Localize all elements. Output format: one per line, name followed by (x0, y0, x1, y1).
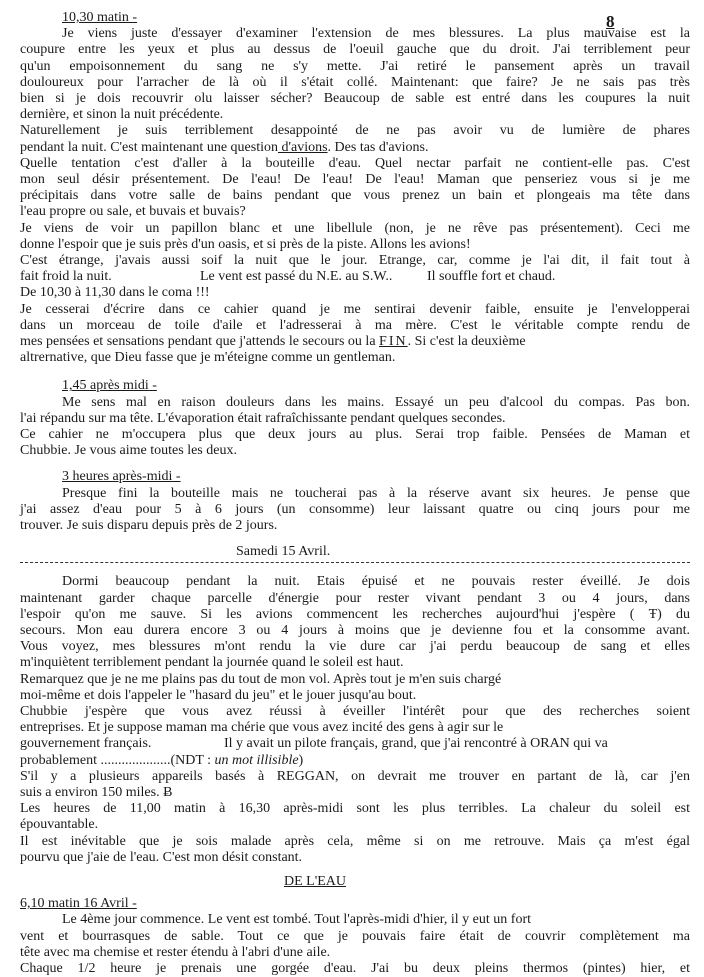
text-line: Chaque 1/2 heure je prenais une gorgée d'eau. J'ai bu deux pleins thermos (pintes) hier, et (20, 961, 690, 976)
text-line: l'eau propre ou sale, et buvais et buvais? (20, 204, 246, 220)
time-heading: 10,30 matin - (62, 10, 138, 25)
text-line: m'inquiètent terriblement pendant la journée quand le soleil est haut. (20, 655, 404, 671)
text-line: suis a environ 150 miles. Ƀ (20, 785, 173, 800)
text-line: Ce cahier ne m'occupera plus que deux jours au plus. Serai trop faible. Pensées de Maman et (20, 427, 690, 442)
centered-heading: DE L'EAU (284, 874, 347, 889)
text-line: entreprises. Et je suppose maman ma chérie que vous avez incité des gens à agir sur le (20, 720, 504, 736)
text-line: donne l'espoir que je suis près d'un oasis, et si près de la piste. Allons les avions! (20, 236, 471, 252)
text-line: gouvernement français. Il y avait un pilote français, grand, que j'ai rencontré à ORAN qui va (20, 736, 608, 752)
text-line: Presque fini la bouteille mais ne toucherai pas à la réserve avant six heures. Je pense que (62, 485, 690, 501)
text-line: coupure entre les yeux et plus au dessus de l'oeuil gauche que du droit. J'ai terriblement peur (20, 42, 690, 58)
text-line: Remarquez que je ne me plains pas du tout de mon vol. Après tout je m'en suis chargé (20, 671, 502, 687)
text-line: Les heures de 11,00 matin à 16,30 après-midi sont les plus terribles. La chaleur du soleil est (20, 801, 690, 817)
text-line: pourvu que j'aie de l'eau. C'est mon désit constant. (20, 849, 303, 865)
time-heading: 3 heures après-midi - (62, 469, 181, 485)
text-line: Quelle tentation c'est d'aller à la bouteille d'eau. Quel nectar parfait ne contient-elle pas. C'est (20, 155, 690, 171)
text-line: précipitais dans votre salle de bains pendant que vous prenez un bain et plongeais ma tête dans (20, 188, 690, 204)
text-line: probablement ....................(NDT : un mot illisible) (20, 752, 304, 768)
text-line: Chubbie. Je vous aime toutes les deux. (20, 443, 237, 459)
text-line: secours. Mon eau durera encore 3 ou 4 jours à moins que je devienne fou et la consomme avant. (20, 623, 690, 638)
text-line: C'est étrange, j'avais aussi soif la nuit que le jour. Etrange, car, comme je l'ai dit, il fait tout à (20, 253, 690, 268)
text-line: Je viens de voir un papillon blanc et une libellule (non, je ne rêve pas présentement). Ceci me (20, 220, 690, 236)
text-line: Dormi beaucoup pendant la nuit. Etais épuisé et ne pouvais rester éveillé. Je dois (62, 574, 690, 590)
text-line: Me sens mal en raison douleurs dans les mains. Essayé un peu d'alcool du compas. Pas bon. (62, 394, 690, 410)
text-line: mon seul désir présentement. De l'eau! De l'eau! De l'eau! Maman que penseriez vous si je me (20, 172, 690, 187)
text-line: bien si je dois recouvrir olu laisser sécher? Beaucoup de sable est entré dans les coupures la nuit (20, 91, 690, 106)
text-line: Je cesserai d'écrire dans ce cahier quand je me sentirai devenir faible, ensuite je l'envelopperai (20, 301, 690, 317)
text-line: maintenant garder chaque parcelle d'énergie pour rester vivant pendant 3 ou 4 jours, dans (20, 590, 690, 606)
text-line: moi-même et dois l'appeler le "hasard du jeu" et le jouer jusqu'au bout. (20, 687, 417, 703)
text-line: S'il y a plusieurs appareils basés à REGGAN, on devrait me trouver en partant de là, car j'en (20, 768, 690, 784)
text-line: De 10,30 à 11,30 dans le coma !!! (20, 285, 210, 301)
page-number: 8 (606, 12, 615, 31)
text-line: épouvantable. (20, 817, 99, 833)
text-line: Il est inévitable que je sois malade après cela, même si on me retrouve. Mais ça m'est égal (20, 833, 690, 849)
text-line: mes pensées et sensations pendant que j'attends le secours ou la FIN. Si c'est la deuxième (20, 334, 526, 349)
text-line: qu'un empoisonnement du sang ne s'y mette. J'ai retiré le pansement après un travail (20, 58, 690, 74)
text-line: l'ai répandu sur ma tête. L'évaporation était rafraîchissante pendant quelques secondes. (20, 410, 506, 426)
time-heading: 1,45 après midi - (62, 378, 157, 394)
text-line: fait froid la nuit. Le vent est passé du N.E. au S.W.. Il souffle fort et chaud. (20, 269, 556, 285)
date-heading: Samedi 15 Avril. (236, 544, 331, 560)
text-line: dernière, et sinon la nuit précédente. (20, 107, 224, 123)
text-line: Naturellement je suis terriblement desappointé de ne pas avoir vu de lumière de phares (20, 123, 690, 139)
text-line: altrernative, que Dieu fasse que je m'éteigne comme un gentleman. (20, 350, 396, 366)
text-line: dans un morceau de toile d'aile et l'adresserai à ma mère. C'est le véritable compte rendu de (20, 317, 690, 333)
text-line: l'espoir qu'on me sauve. Si les avions commencent les recherches aujourd'hui j'espère ( Ŧ) du (20, 606, 690, 622)
text-line: j'ai assez d'eau pour 5 à 6 jours (un consomme) leur laissant quatre ou cinq jours pour me (20, 501, 690, 517)
text-line: tête avec ma chemise et rester étendu à l'abri d'une aile. (20, 944, 331, 960)
text-line: pendant la nuit. C'est maintenant une question d'avions. Des tas d'avions. (20, 139, 429, 155)
text-line: trouver. Je suis disparu depuis près de 2 jours. (20, 518, 278, 533)
time-heading: 6,10 matin 16 Avril - (20, 896, 137, 912)
text-line: Le 4ème jour commence. Le vent est tombé. Tout l'après-midi d'hier, il y eut un fort (62, 912, 531, 928)
text-line: Vous voyez, mes blessures m'ont rendu la vie dure car j'ai perdu beaucoup de sang et elles (20, 639, 690, 655)
text-line: Je viens juste d'essayer d'examiner l'extension de mes blessures. La plus mauvaise est la (62, 26, 690, 42)
text-line: douloureux pour l'arracher de là où il s'était collé. Maintenant: que faire? Je ne sais pas très (20, 74, 690, 90)
text-line: Chubbie j'espère que vous avez réussi à éveiller l'intérêt pour que des recherches soient (20, 704, 690, 719)
dashed-divider (20, 562, 690, 563)
text-line: vent et bourrasques de sable. Tout ce que je pouvais faire était de couvrir complètement ma (20, 928, 690, 944)
